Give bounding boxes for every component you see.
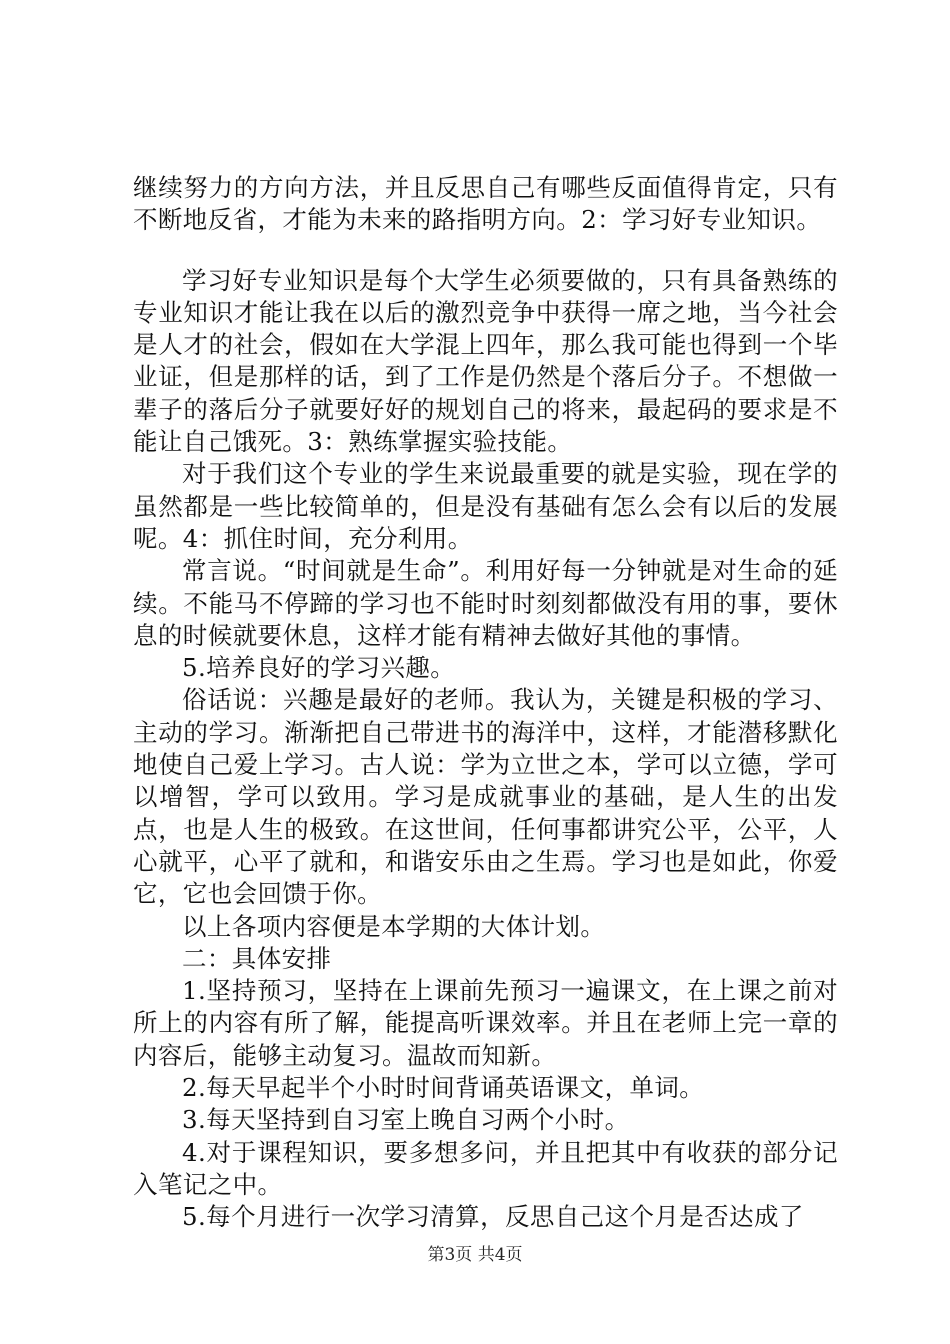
document-body [133, 172, 838, 1234]
list-item-4: 4.对于课程知识，要多想多问，并且把其中有收获的部分记入笔记之中。 [133, 1137, 838, 1199]
paragraph-2: 学习好专业知识是每个大学生必须要做的，只有具备熟练的专业知识才能让我在以后的激烈竞争中获得一席之地，当今社会是人才的社会，假如在大学混上四年，那么我可能也得到一个毕业证，但是那样的话，到了工作是仍然是个落后分子。不想做一辈子的落后分子就要好好的规划自己的将来，最起码的要求是不能让自己饿死。3：熟练掌握实验技能。 [133, 265, 838, 457]
list-item-5: 5.每个月进行一次学习清算，反思自己这个月是否达成了 [182, 1202, 804, 1232]
list-item-3: 3.每天坚持到自习室上晚自习两个小时。 [182, 1105, 630, 1135]
paragraph-7: 以上各项内容便是本学期的大体计划。 [182, 911, 606, 941]
paragraph-4: 常言说。“时间就是生命”。利用好每一分钟就是对生命的延续。不能马不停蹄的学习也不能时时刻刻都做没有用的事，要休息的时候就要休息，这样才能有精神去做好其他的事情。 [133, 556, 838, 650]
page-number-footer: 第3页 共4页 [427, 1245, 523, 1265]
list-item-2: 2.每天早起半个小时时间背诵英语课文，单词。 [182, 1073, 705, 1103]
paragraph-5: 5.培养良好的学习兴趣。 [182, 653, 456, 683]
paragraph-1: 继续努力的方向方法，并且反思自己有哪些反面值得肯定，只有不断地反省，才能为未来的路指明方向。2：学习好专业知识。 [133, 173, 838, 235]
list-item-1: 1.坚持预习，坚持在上课前先预习一遍课文，在上课之前对所上的内容有所了解，能提高听课效率。并且在老师上完一章的内容后，能够主动复习。温故而知新。 [133, 976, 838, 1070]
paragraph-6: 俗话说：兴趣是最好的老师。我认为，关键是积极的学习、主动的学习。渐渐把自己带进书的海洋中，这样，才能潜移默化地使自己爱上学习。古人说：学为立世之本，学可以立德，学可以增智，学可以致用。学习是成就事业的基础，是人生的出发点，也是人生的极致。在这世间，任何事都讲究公平，公平，人心就平，心平了就和，和谐安乐由之生焉。学习也是如此，你爱它，它也会回馈于你。 [133, 685, 838, 909]
paragraph-3: 对于我们这个专业的学生来说最重要的就是实验，现在学的虽然都是一些比较简单的，但是没有基础有怎么会有以后的发展呢。4：抓住时间，充分利用。 [133, 459, 838, 553]
section-heading: 二：具体安排 [182, 943, 332, 973]
